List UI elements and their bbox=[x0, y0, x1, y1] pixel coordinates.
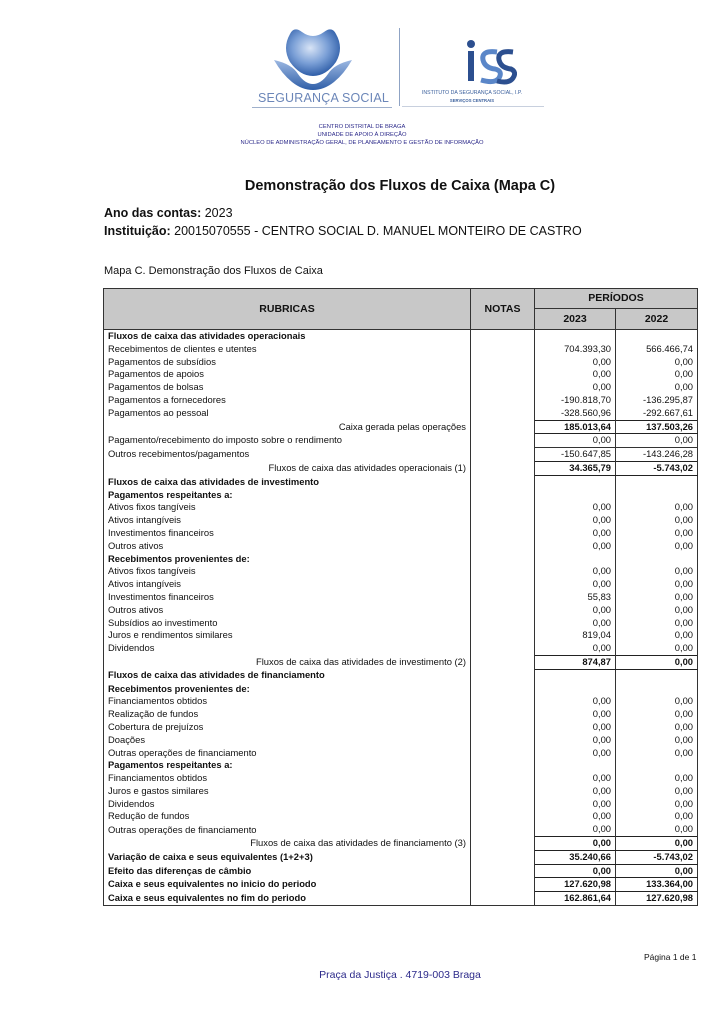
row-value-2022: 0,00 bbox=[616, 356, 698, 369]
row-label: Ativos intangíveis bbox=[104, 578, 471, 591]
table-row bbox=[104, 501, 698, 514]
row-value-2023: 874,87 bbox=[535, 655, 616, 669]
row-label: Pagamento/recebimento do imposto sobre o rendimento bbox=[104, 434, 471, 448]
table-row bbox=[104, 878, 698, 892]
row-value-2023: 0,00 bbox=[535, 514, 616, 527]
row-value-2022: 133.364,00 bbox=[616, 878, 698, 892]
table-row bbox=[104, 785, 698, 798]
row-value-2022: 0,00 bbox=[616, 617, 698, 630]
row-label: Financiamentos obtidos bbox=[104, 772, 471, 785]
row-notas bbox=[471, 823, 535, 836]
row-value-2023: 0,00 bbox=[535, 864, 616, 878]
row-value-2023: -328.560,96 bbox=[535, 407, 616, 420]
row-value-2023: 0,00 bbox=[535, 368, 616, 381]
row-notas bbox=[471, 629, 535, 642]
row-notas bbox=[471, 420, 535, 434]
row-label: Fluxos de caixa das atividades operacionais (1) bbox=[104, 461, 471, 475]
row-label: Pagamentos ao pessoal bbox=[104, 407, 471, 420]
row-value-2022: 0,00 bbox=[616, 785, 698, 798]
row-notas bbox=[471, 368, 535, 381]
row-value-2023 bbox=[535, 669, 616, 682]
row-value-2022: 0,00 bbox=[616, 864, 698, 878]
row-value-2023 bbox=[535, 330, 616, 343]
row-value-2022: 0,00 bbox=[616, 772, 698, 785]
row-notas bbox=[471, 356, 535, 369]
page-number: Página 1 de 1 bbox=[644, 952, 697, 962]
row-notas bbox=[471, 878, 535, 892]
row-notas bbox=[471, 810, 535, 823]
row-value-2022: 0,00 bbox=[616, 655, 698, 669]
institution-label: Instituição: bbox=[104, 224, 171, 238]
table-caption: Mapa C. Demonstração dos Fluxos de Caixa bbox=[104, 265, 323, 277]
row-value-2022 bbox=[616, 553, 698, 566]
row-value-2022: 0,00 bbox=[616, 604, 698, 617]
row-label: Outras operações de financiamento bbox=[104, 747, 471, 760]
row-value-2023 bbox=[535, 489, 616, 502]
row-value-2023: 0,00 bbox=[535, 734, 616, 747]
row-label: Fluxos de caixa das atividades de investimento (2) bbox=[104, 655, 471, 669]
logo-divider bbox=[399, 28, 400, 106]
table-row bbox=[104, 798, 698, 811]
row-label: Outros recebimentos/pagamentos bbox=[104, 448, 471, 462]
table-row bbox=[104, 759, 698, 772]
row-value-2023: 0,00 bbox=[535, 578, 616, 591]
row-notas bbox=[471, 591, 535, 604]
table-row bbox=[104, 591, 698, 604]
row-value-2023: 0,00 bbox=[535, 772, 616, 785]
table-row bbox=[104, 461, 698, 475]
row-value-2022: 137.503,26 bbox=[616, 420, 698, 434]
row-notas bbox=[471, 734, 535, 747]
row-label: Recebimentos provenientes de: bbox=[104, 553, 471, 566]
row-value-2023: 819,04 bbox=[535, 629, 616, 642]
table-row bbox=[104, 823, 698, 836]
table-row bbox=[104, 810, 698, 823]
institution-value: 20015070555 - CENTRO SOCIAL D. MANUEL MONTEIRO DE CASTRO bbox=[174, 224, 582, 238]
dept-line-1: CENTRO DISTRITAL DE BRAGA bbox=[318, 124, 406, 130]
table-row bbox=[104, 655, 698, 669]
row-value-2022: 0,00 bbox=[616, 642, 698, 655]
row-label: Juros e rendimentos similares bbox=[104, 629, 471, 642]
row-label: Redução de fundos bbox=[104, 810, 471, 823]
row-value-2022: 0,00 bbox=[616, 501, 698, 514]
row-value-2023: 0,00 bbox=[535, 527, 616, 540]
row-notas bbox=[471, 864, 535, 878]
table-row bbox=[104, 721, 698, 734]
row-label: Subsídios ao investimento bbox=[104, 617, 471, 630]
row-value-2022: 0,00 bbox=[616, 721, 698, 734]
row-label: Outras operações de financiamento bbox=[104, 823, 471, 836]
table-row bbox=[104, 772, 698, 785]
row-label: Investimentos financeiros bbox=[104, 591, 471, 604]
row-notas bbox=[471, 798, 535, 811]
row-value-2022: 0,00 bbox=[616, 514, 698, 527]
row-value-2022 bbox=[616, 489, 698, 502]
row-label: Dividendos bbox=[104, 798, 471, 811]
row-value-2023: 0,00 bbox=[535, 565, 616, 578]
table-row bbox=[104, 489, 698, 502]
row-label: Pagamentos a fornecedores bbox=[104, 394, 471, 407]
table-row bbox=[104, 892, 698, 906]
row-notas bbox=[471, 514, 535, 527]
row-value-2022 bbox=[616, 683, 698, 696]
row-notas bbox=[471, 683, 535, 696]
header-logos bbox=[252, 24, 544, 110]
row-notas bbox=[471, 330, 535, 343]
row-label: Pagamentos de subsídios bbox=[104, 356, 471, 369]
row-value-2022 bbox=[616, 330, 698, 343]
header-rubricas: RUBRICAS bbox=[104, 289, 471, 330]
row-label: Efeito das diferenças de câmbio bbox=[104, 864, 471, 878]
row-value-2022: 566.466,74 bbox=[616, 343, 698, 356]
seguranca-social-logo-text: SEGURANÇA SOCIAL bbox=[258, 91, 390, 105]
row-label: Financiamentos obtidos bbox=[104, 695, 471, 708]
row-value-2022: 0,00 bbox=[616, 591, 698, 604]
row-value-2022: -143.246,28 bbox=[616, 448, 698, 462]
row-value-2023: 34.365,79 bbox=[535, 461, 616, 475]
table-row bbox=[104, 669, 698, 682]
row-value-2023: 0,00 bbox=[535, 642, 616, 655]
logo-underline-right bbox=[402, 106, 544, 107]
row-label: Pagamentos respeitantes a: bbox=[104, 759, 471, 772]
row-value-2023: 55,83 bbox=[535, 591, 616, 604]
row-notas bbox=[471, 475, 535, 488]
table-row bbox=[104, 527, 698, 540]
row-value-2023 bbox=[535, 475, 616, 488]
table-row bbox=[104, 837, 698, 851]
row-label: Fluxos de caixa das atividades de financiamento bbox=[104, 669, 471, 682]
row-notas bbox=[471, 837, 535, 851]
page-title: Demonstração dos Fluxos de Caixa (Mapa C) bbox=[244, 178, 556, 194]
row-label: Variação de caixa e seus equivalentes (1+2+3) bbox=[104, 850, 471, 864]
row-notas bbox=[471, 527, 535, 540]
row-value-2023: 0,00 bbox=[535, 695, 616, 708]
row-value-2023: 0,00 bbox=[535, 798, 616, 811]
row-value-2023: 185.013,64 bbox=[535, 420, 616, 434]
row-value-2023: 0,00 bbox=[535, 747, 616, 760]
seguranca-social-logo-icon bbox=[272, 26, 354, 92]
row-value-2022: 0,00 bbox=[616, 695, 698, 708]
row-label: Outros ativos bbox=[104, 604, 471, 617]
row-value-2022: 0,00 bbox=[616, 798, 698, 811]
row-label: Pagamentos de apoios bbox=[104, 368, 471, 381]
logo-underline bbox=[252, 107, 392, 108]
year-value: 2023 bbox=[204, 206, 233, 220]
table-row bbox=[104, 553, 698, 566]
row-value-2022: 0,00 bbox=[616, 708, 698, 721]
row-notas bbox=[471, 850, 535, 864]
row-label: Recebimentos de clientes e utentes bbox=[104, 343, 471, 356]
row-value-2022: 0,00 bbox=[616, 747, 698, 760]
table-row bbox=[104, 514, 698, 527]
row-value-2023 bbox=[535, 759, 616, 772]
row-value-2022: 0,00 bbox=[616, 578, 698, 591]
row-value-2022: 0,00 bbox=[616, 810, 698, 823]
table-body bbox=[104, 330, 698, 906]
table-row bbox=[104, 850, 698, 864]
table-row bbox=[104, 407, 698, 420]
row-notas bbox=[471, 578, 535, 591]
row-label: Realização de fundos bbox=[104, 708, 471, 721]
row-value-2022: -5.743,02 bbox=[616, 461, 698, 475]
row-notas bbox=[471, 617, 535, 630]
row-value-2023 bbox=[535, 683, 616, 696]
table-row bbox=[104, 578, 698, 591]
row-value-2022 bbox=[616, 669, 698, 682]
row-label: Ativos fixos tangíveis bbox=[104, 565, 471, 578]
row-value-2023: -150.647,85 bbox=[535, 448, 616, 462]
row-notas bbox=[471, 759, 535, 772]
row-label: Outros ativos bbox=[104, 540, 471, 553]
table-row bbox=[104, 330, 698, 343]
row-value-2022: 0,00 bbox=[616, 381, 698, 394]
row-notas bbox=[471, 747, 535, 760]
row-label: Dividendos bbox=[104, 642, 471, 655]
row-label: Doações bbox=[104, 734, 471, 747]
dept-line-2: UNIDADE DE APOIO À DIREÇÃO bbox=[317, 132, 407, 138]
table-row bbox=[104, 629, 698, 642]
row-label: Caixa gerada pelas operações bbox=[104, 420, 471, 434]
row-value-2022: 0,00 bbox=[616, 527, 698, 540]
iss-logo-name: INSTITUTO DA SEGURANÇA SOCIAL, I.P. bbox=[421, 90, 523, 96]
row-notas bbox=[471, 721, 535, 734]
table-row bbox=[104, 368, 698, 381]
row-value-2023: 0,00 bbox=[535, 823, 616, 836]
table-row bbox=[104, 565, 698, 578]
row-value-2022: 0,00 bbox=[616, 434, 698, 448]
table-row bbox=[104, 394, 698, 407]
cash-flow-table bbox=[103, 288, 698, 906]
row-value-2022: 0,00 bbox=[616, 565, 698, 578]
row-value-2023 bbox=[535, 553, 616, 566]
row-notas bbox=[471, 407, 535, 420]
row-value-2022: -5.743,02 bbox=[616, 850, 698, 864]
row-notas bbox=[471, 892, 535, 906]
row-value-2023: 0,00 bbox=[535, 501, 616, 514]
row-label: Pagamentos de bolsas bbox=[104, 381, 471, 394]
row-value-2023: 127.620,98 bbox=[535, 878, 616, 892]
row-notas bbox=[471, 461, 535, 475]
row-label: Juros e gastos similares bbox=[104, 785, 471, 798]
row-notas bbox=[471, 381, 535, 394]
row-label: Cobertura de prejuízos bbox=[104, 721, 471, 734]
table-row bbox=[104, 475, 698, 488]
row-label: Pagamentos respeitantes a: bbox=[104, 489, 471, 502]
table-row bbox=[104, 708, 698, 721]
row-notas bbox=[471, 553, 535, 566]
table-row bbox=[104, 540, 698, 553]
table-row bbox=[104, 747, 698, 760]
row-notas bbox=[471, 708, 535, 721]
row-notas bbox=[471, 540, 535, 553]
row-label: Caixa e seus equivalentes no fim do periodo bbox=[104, 892, 471, 906]
row-notas bbox=[471, 565, 535, 578]
row-notas bbox=[471, 695, 535, 708]
row-value-2023: 162.861,64 bbox=[535, 892, 616, 906]
row-value-2023: 0,00 bbox=[535, 810, 616, 823]
row-value-2022: 0,00 bbox=[616, 823, 698, 836]
row-notas bbox=[471, 604, 535, 617]
row-notas bbox=[471, 501, 535, 514]
row-value-2023: 704.393,30 bbox=[535, 343, 616, 356]
row-notas bbox=[471, 655, 535, 669]
table-row bbox=[104, 617, 698, 630]
row-notas bbox=[471, 489, 535, 502]
row-notas bbox=[471, 785, 535, 798]
row-notas bbox=[471, 394, 535, 407]
row-value-2022: 0,00 bbox=[616, 368, 698, 381]
footer-address: Praça da Justiça . 4719-003 Braga bbox=[319, 969, 481, 981]
row-label: Investimentos financeiros bbox=[104, 527, 471, 540]
dept-line-3: NÚCLEO DE ADMINISTRAÇÃO GERAL, DE PLANEAMENTO E GESTÃO DE INFORMAÇÃO bbox=[240, 140, 484, 146]
table-row bbox=[104, 434, 698, 448]
row-value-2023: -190.818,70 bbox=[535, 394, 616, 407]
iss-logo-subtitle: SERVIÇOS CENTRAIS bbox=[449, 98, 495, 103]
table-row bbox=[104, 604, 698, 617]
row-value-2023: 0,00 bbox=[535, 785, 616, 798]
row-label: Recebimentos provenientes de: bbox=[104, 683, 471, 696]
row-label: Fluxos de caixa das atividades de investimento bbox=[104, 475, 471, 488]
table-row bbox=[104, 734, 698, 747]
table-row bbox=[104, 683, 698, 696]
table-row bbox=[104, 695, 698, 708]
row-value-2022 bbox=[616, 759, 698, 772]
table-row bbox=[104, 420, 698, 434]
table-row bbox=[104, 343, 698, 356]
row-label: Ativos fixos tangíveis bbox=[104, 501, 471, 514]
table-row bbox=[104, 864, 698, 878]
row-label: Ativos intangíveis bbox=[104, 514, 471, 527]
row-notas bbox=[471, 448, 535, 462]
table-row bbox=[104, 448, 698, 462]
header-periodos: PERÍODOS bbox=[535, 289, 698, 309]
row-value-2022: -136.295,87 bbox=[616, 394, 698, 407]
institution-field bbox=[104, 224, 582, 238]
row-value-2022: 127.620,98 bbox=[616, 892, 698, 906]
row-value-2023: 0,00 bbox=[535, 721, 616, 734]
row-value-2023: 0,00 bbox=[535, 617, 616, 630]
row-label: Fluxos de caixa das atividades de financiamento (3) bbox=[104, 837, 471, 851]
table-row bbox=[104, 642, 698, 655]
iss-logo-icon bbox=[457, 38, 517, 88]
row-value-2022 bbox=[616, 475, 698, 488]
header-year-2023: 2023 bbox=[535, 309, 616, 330]
row-value-2022: 0,00 bbox=[616, 540, 698, 553]
row-label: Caixa e seus equivalentes no inicio do periodo bbox=[104, 878, 471, 892]
year-field bbox=[104, 206, 233, 220]
row-value-2022: 0,00 bbox=[616, 734, 698, 747]
header-year-2022: 2022 bbox=[616, 309, 698, 330]
header-notas: NOTAS bbox=[471, 289, 535, 330]
row-value-2023: 0,00 bbox=[535, 434, 616, 448]
row-notas bbox=[471, 343, 535, 356]
row-value-2023: 0,00 bbox=[535, 381, 616, 394]
row-value-2022: -292.667,61 bbox=[616, 407, 698, 420]
year-label: Ano das contas: bbox=[104, 206, 202, 220]
table-row bbox=[104, 356, 698, 369]
row-value-2023: 0,00 bbox=[535, 837, 616, 851]
row-notas bbox=[471, 642, 535, 655]
row-value-2023: 0,00 bbox=[535, 708, 616, 721]
row-value-2023: 0,00 bbox=[535, 604, 616, 617]
table-row bbox=[104, 381, 698, 394]
row-notas bbox=[471, 772, 535, 785]
row-value-2023: 35.240,66 bbox=[535, 850, 616, 864]
row-value-2022: 0,00 bbox=[616, 629, 698, 642]
row-value-2023: 0,00 bbox=[535, 540, 616, 553]
row-value-2023: 0,00 bbox=[535, 356, 616, 369]
row-label: Fluxos de caixa das atividades operacionais bbox=[104, 330, 471, 343]
row-notas bbox=[471, 434, 535, 448]
row-notas bbox=[471, 669, 535, 682]
row-value-2022: 0,00 bbox=[616, 837, 698, 851]
